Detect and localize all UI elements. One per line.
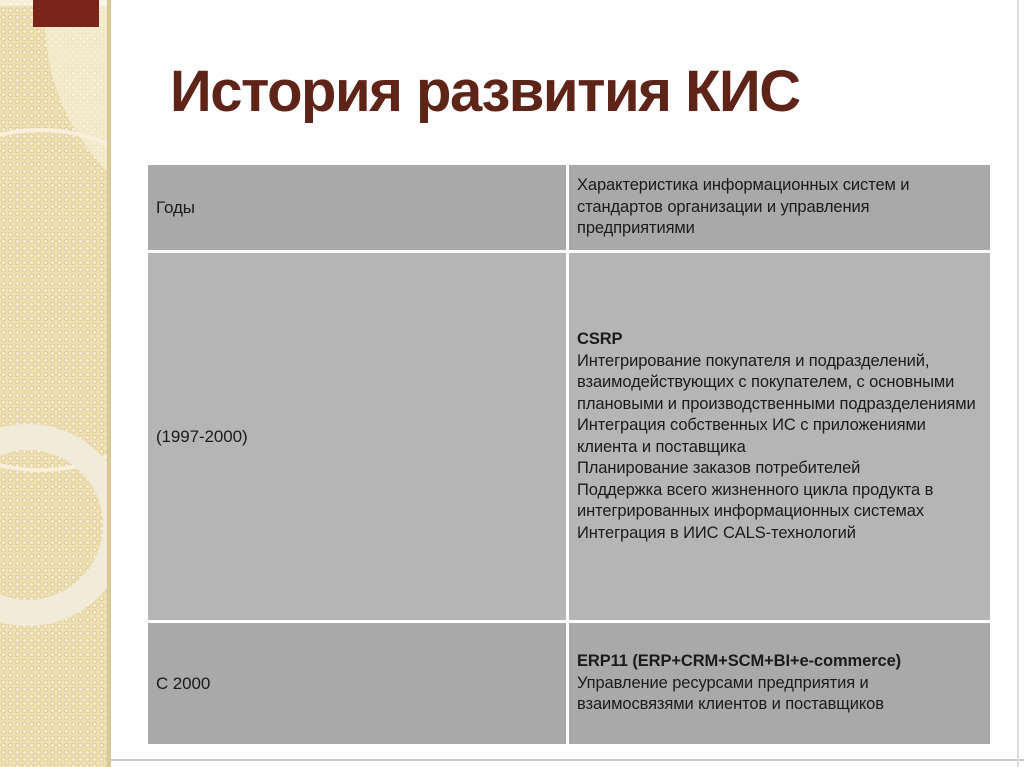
table-row1-item: Интегрирование покупателя и подразделений, взаимодействующих с покупателем, с основными плановыми и производственными подразделениями	[577, 351, 976, 413]
slide-title: История развития КИС	[170, 59, 800, 124]
decorative-thick-ring	[0, 437, 107, 613]
table-row1-description-cell	[569, 253, 990, 620]
table-header-characteristics-cell	[569, 165, 990, 250]
table-row2-heading: ERP11 (ERP+CRM+SCM+BI+e-commerce)	[577, 652, 902, 671]
table-row1-item: Интеграция в ИИС CALS-технологий	[577, 523, 856, 542]
top-left-accent-box	[33, 0, 99, 27]
decorative-side-stripe	[0, 0, 111, 767]
table-header-characteristics-label: Характеристика информационных систем и стандартов организации и управления предприятиями	[577, 176, 910, 238]
history-table	[148, 165, 990, 744]
slide-right-edge-line	[1017, 0, 1019, 767]
table-row1-item: Планирование заказов потребителей	[577, 459, 861, 477]
table-row1-description-text	[577, 329, 980, 544]
table-header-years-label: Годы	[156, 197, 195, 217]
table-row2-years-label: С 2000	[156, 673, 211, 693]
table-row1-years-label: (1997-2000)	[156, 426, 248, 446]
table-row1-heading: CSRP	[577, 330, 623, 348]
table-row2-years-cell	[148, 623, 566, 744]
decorative-thin-ring	[0, 130, 107, 470]
table-row2-description-text	[577, 651, 980, 716]
decorative-lens-circle	[45, 0, 107, 235]
table-row1-item: Интеграция собственных ИС с приложениями клиента и поставщика	[577, 416, 926, 456]
slide-bottom-edge-line	[110, 759, 1024, 761]
decorative-circles	[0, 0, 107, 767]
table-row2-description-cell	[569, 623, 990, 744]
table-row1-item: Поддержка всего жизненного цикла продукта в интегрированных информационных системах	[577, 480, 934, 520]
table-row2-item: Управление ресурсами предприятия и взаимосвязями клиентов и поставщиков	[577, 673, 884, 714]
table-header-years-cell	[148, 165, 566, 250]
table-row1-years-cell	[148, 253, 566, 620]
